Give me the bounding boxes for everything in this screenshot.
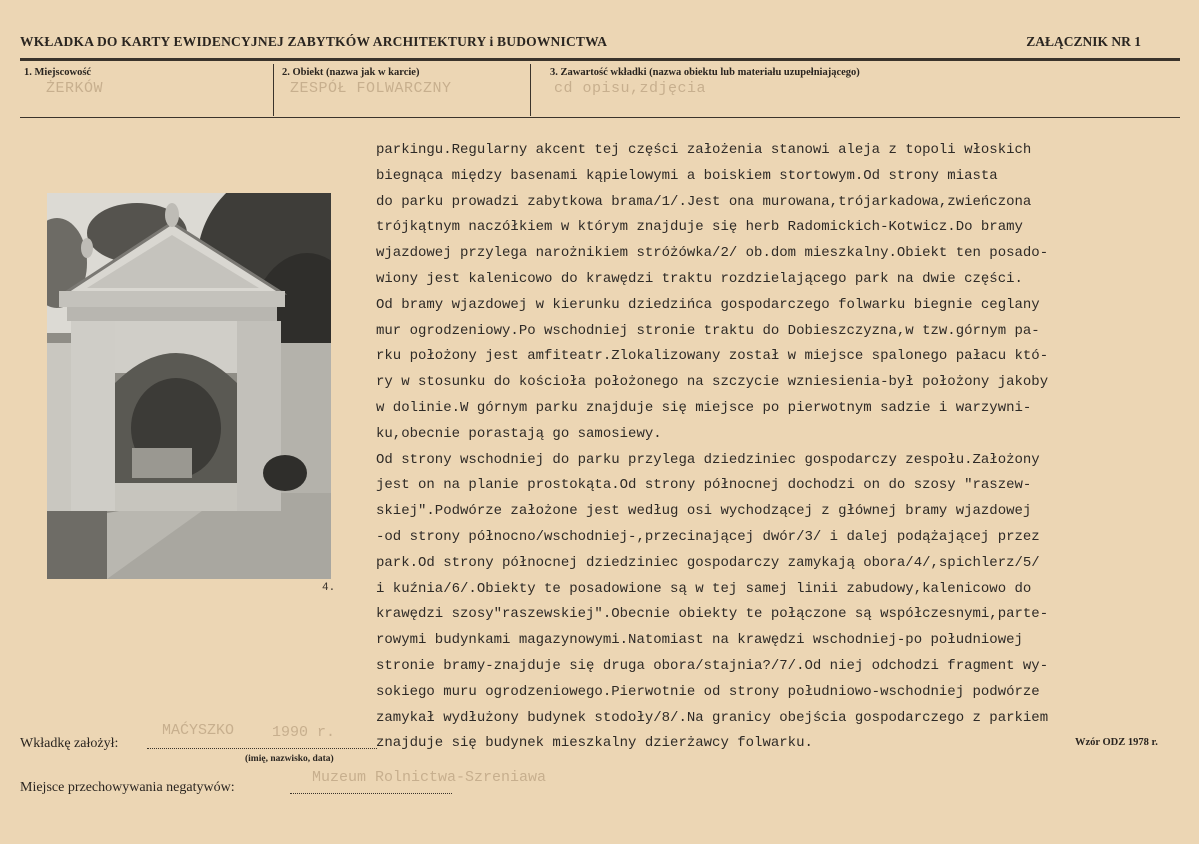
gate-photograph xyxy=(47,193,331,579)
text-line: jest on na planie prostokąta.Od strony północnej dochodzi on do szosy "raszew- xyxy=(376,477,1032,494)
text-line: park.Od strony północnej dziedziniec gospodarczy zamykają obora/4/,spichlerz/5/ xyxy=(376,554,1040,571)
text-line: skiej".Podwórze założone jest według osi wychodzącej z głównej bramy wjazdowej xyxy=(376,503,1032,520)
text-line: rku położony jest amfiteatr.Zlokalizowany został w miejsce spalonego pałacu któ- xyxy=(376,348,1049,365)
header-rule xyxy=(20,58,1180,61)
field-divider-2 xyxy=(530,64,531,116)
text-line: wjazdowej przylega narożnikiem stróżówka/2/ ob.dom mieszkalny.Obiekt ten posado- xyxy=(376,245,1049,262)
fields-rule xyxy=(20,117,1180,118)
text-line: parkingu.Regularny akcent tej części założenia stanowi aleja z topoli włoskich xyxy=(376,142,1032,158)
storage-value: Muzeum Rolnictwa-Szreniawa xyxy=(312,769,547,786)
text-line: w dolinie.W górnym parku znajduje się miejsce po pierwotnym sadzie i warzywni- xyxy=(376,399,1032,416)
storage-label: Miejsce przechowywania negatywów: xyxy=(20,780,235,795)
author-date: 1990 r. xyxy=(272,724,336,741)
text-line: ku,obecnie porastają go samosiewy. xyxy=(376,425,662,442)
text-line: krawędzi szosy"raszewskiej".Obecnie obiekty te połączone są współczesnymi,parte- xyxy=(376,606,1049,623)
attachment-label: ZAŁĄCZNIK NR xyxy=(1026,34,1131,49)
place-value: ŻERKÓW xyxy=(46,80,104,97)
storage-dotted-line xyxy=(290,793,452,794)
text-line: do parku prowadzi zabytkowa brama/1/.Jest ona murowana,trójarkadowa,zwieńczona xyxy=(376,193,1032,210)
contents-label: 3. Zawartość wkładki (nazwa obiektu lub materiału uzupełniającego) xyxy=(550,67,860,78)
text-line: stronie bramy-znajduje się druga obora/stajnia?/7/.Od niej odchodzi fragment wy- xyxy=(376,657,1049,674)
field-divider-1 xyxy=(273,64,274,116)
text-line: -od strony północno/wschodniej-,przecinającej dwór/3/ i dalej podążającej przez xyxy=(376,528,1040,545)
text-line: mur ogrodzeniowy.Po wschodniej stronie traktu do Dobieszczyzna,w tzw.górnym pa- xyxy=(376,322,1040,339)
attachment-number-label xyxy=(1026,34,1141,50)
text-line: i kuźnia/6/.Obiekty te posadowione są w tej samej linii zabudowy,kalenicowo do xyxy=(376,580,1032,597)
gate-photo-illustration xyxy=(47,193,331,579)
author-hint: (imię, nazwisko, data) xyxy=(245,754,334,764)
place-label: 1. Miejscowość xyxy=(24,67,92,78)
description-text xyxy=(376,138,1184,757)
attachment-number: 1 xyxy=(1134,34,1141,49)
form-code: Wzór ODZ 1978 r. xyxy=(1075,737,1158,748)
object-value: ZESPÓŁ FOLWARCZNY xyxy=(290,80,452,97)
form-title: WKŁADKA DO KARTY EWIDENCYJNEJ ZABYTKÓW ARCHITEKTURY i BUDOWNICTWA xyxy=(20,34,608,49)
photo-number: 4. xyxy=(322,582,336,594)
author-name: MAĆYSZKO xyxy=(162,722,235,739)
text-line: znajduje się budynek mieszkalny dzierżawcy folwarku. xyxy=(376,735,813,752)
text-line: rowymi budynkami magazynowymi.Natomiast na krawędzi wschodniej-po południowej xyxy=(376,632,1023,649)
text-line: zamykał wydłużony budynek stodoły/8/.Na granicy obejścia gospodarczego z parkiem xyxy=(376,709,1049,726)
author-label: Wkładkę założył: xyxy=(20,736,119,751)
contents-value: cd opisu,zdjęcia xyxy=(554,80,707,97)
text-line: biegnąca między basenami kąpielowymi a boiskiem stortowym.Od strony miasta xyxy=(376,167,998,184)
object-label: 2. Obiekt (nazwa jak w karcie) xyxy=(282,67,420,78)
text-line: ry w stosunku do kościoła położonego na szczycie wzniesienia-był położony jakoby xyxy=(376,374,1049,391)
text-line: Od bramy wjazdowej w kierunku dziedzińca gospodarczego folwarku biegnie ceglany xyxy=(376,296,1040,313)
text-line: sokiego muru ogrodzeniowego.Pierwotnie od strony południowo-wschodniej podwórze xyxy=(376,683,1040,700)
author-dotted-line xyxy=(147,748,377,749)
text-line: trójkątnym naczółkiem w którym znajduje się herb Radomickich-Kotwicz.Do bramy xyxy=(376,219,1023,236)
text-line: Od strony wschodniej do parku przylega dziedziniec gospodarczy zespołu.Założony xyxy=(376,451,1040,468)
text-line: wiony jest kalenicowo do krawędzi traktu rozdzielającego park na dwie części. xyxy=(376,270,1023,287)
